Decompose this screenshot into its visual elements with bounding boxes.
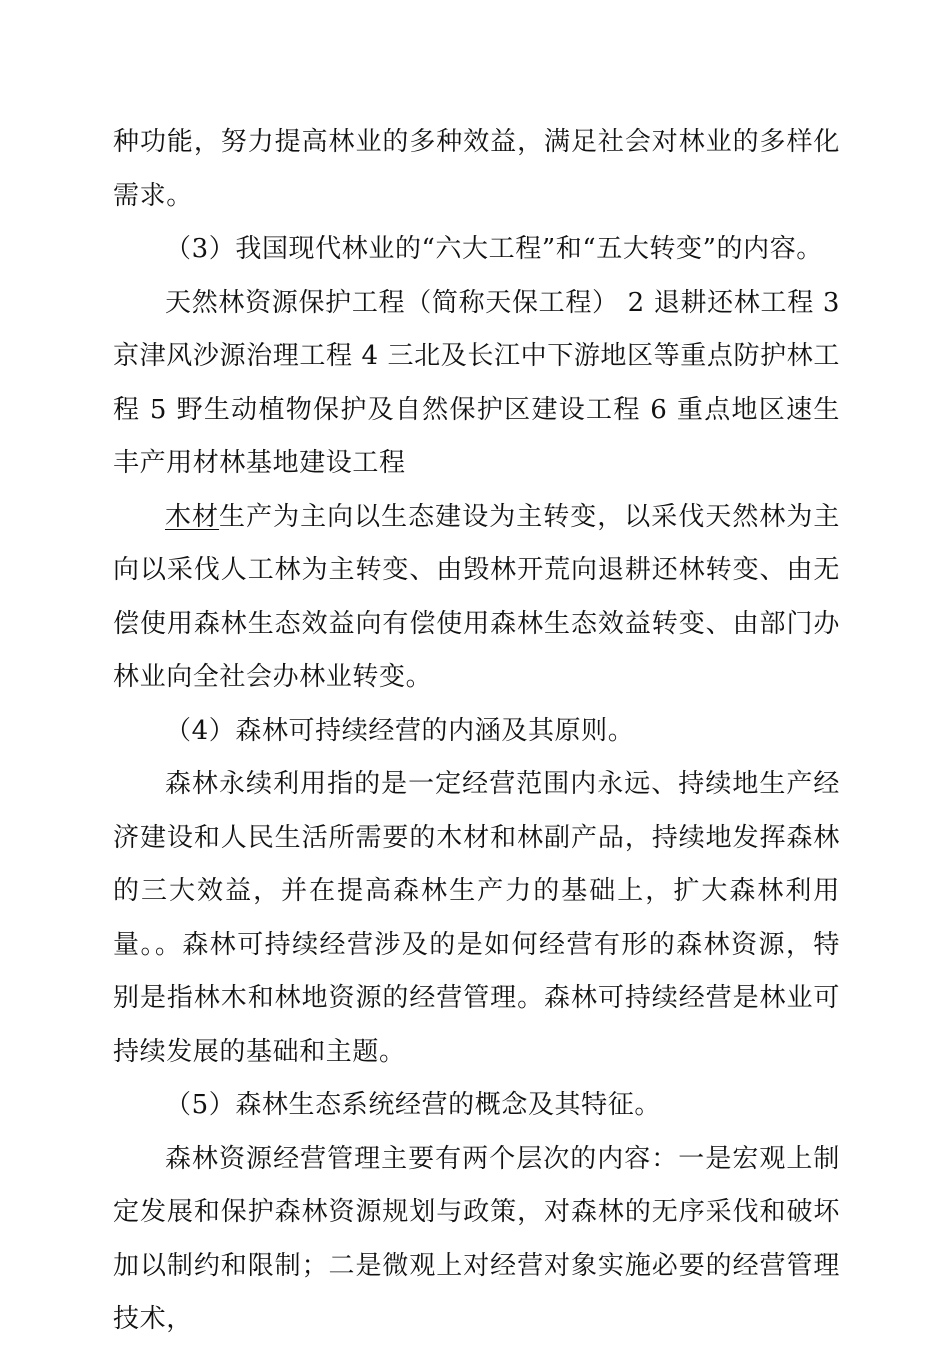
underlined-term: 木材 (165, 501, 220, 532)
paragraph-continuation: 种功能，努力提高林业的多种效益，满足社会对林业的多样化需求。 (113, 127, 840, 211)
document-page (113, 116, 840, 1347)
paragraph-sustainable-management: 森林永续利用指的是一定经营范围内永远、持续地生产经济建设和人民生活所需要的木材和林副产品，持续地发挥森林的三大效益，并在提高森林生产力的基础上，扩大森林利用量。。森林可持续经营涉及的是如何经营有形的森林资源，特别是指林木和林地资源的经营管理。森林可持续经营是林业可持续发展的基础和主题。 (113, 769, 840, 1067)
section-heading-4: （4）森林可持续经营的内涵及其原则。 (165, 715, 635, 746)
paragraph-six-projects: 天然林资源保护工程（简称天保工程） 2 退耕还林工程 3 京津风沙源治理工程 4 三北及长江中下游地区等重点防护林工程 5 野生动植物保护及自然保护区建设工程 6 重点地区速生丰产用材林基地建设工程 (113, 287, 840, 478)
paragraph-body: 生产为主向以生态建设为主转变，以采伐天然林为主向以采伐人工林为主转变、由毁林开荒向退耕还林转变、由无偿使用森林生态效益向有偿使用森林生态效益转变、由部门办林业向全社会办林业转变。 (113, 501, 840, 692)
paragraph-resource-management: 森林资源经营管理主要有两个层次的内容：一是宏观上制定发展和保护森林资源规划与政策，对森林的无序采伐和破坏加以制约和限制；二是微观上对经营对象实施必要的经营管理技术， (113, 1143, 840, 1334)
section-heading-3: （3）我国现代林业的“六大工程”和“五大转变”的内容。 (165, 234, 823, 264)
section-heading-5: （5）森林生态系统经营的概念及其特征。 (165, 1090, 661, 1120)
paragraph-five-transformations (113, 491, 840, 705)
